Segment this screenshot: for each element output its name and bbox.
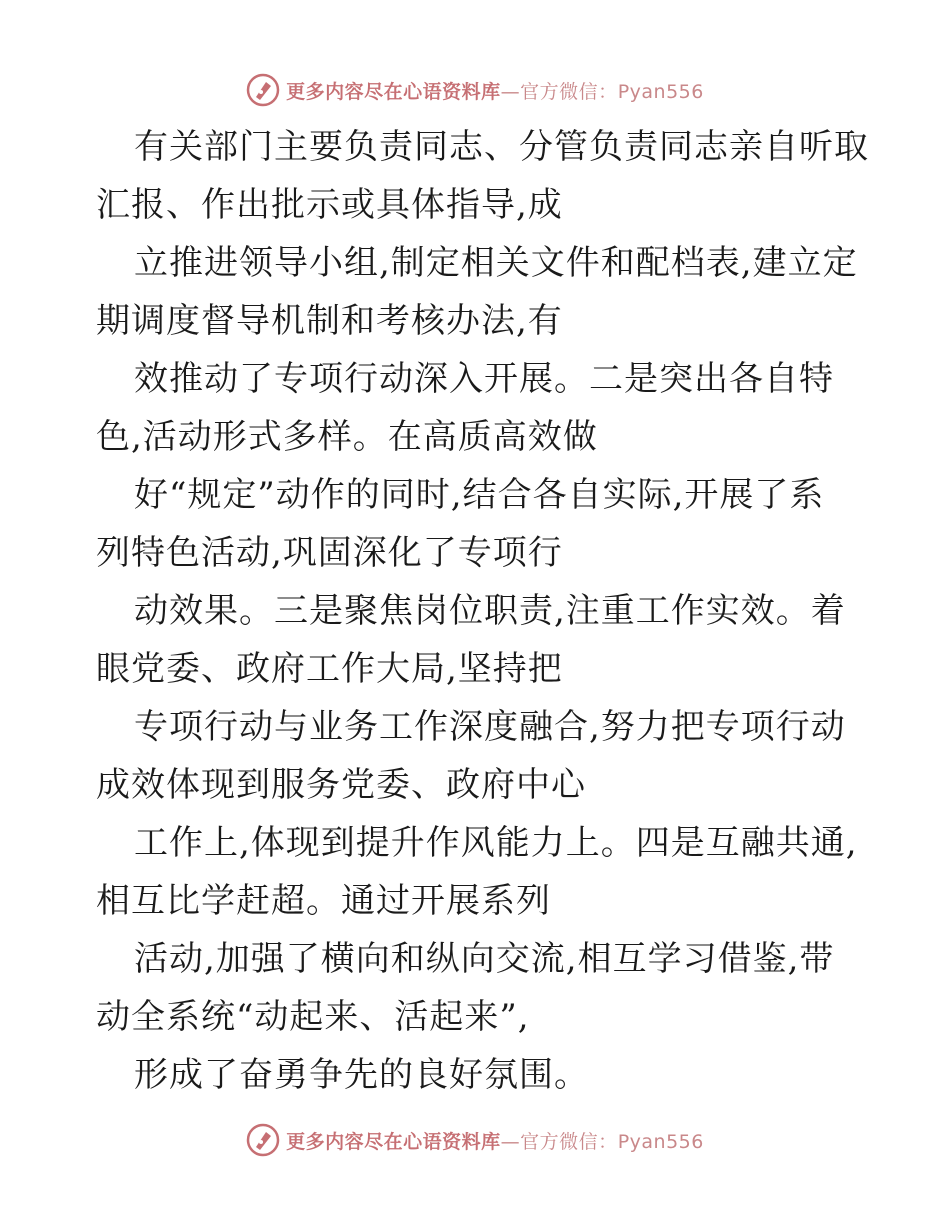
text-line: 动效果。三是聚焦岗位职责,注重工作实效。着: [134, 591, 846, 631]
text-line: 成效体现到服务党委、政府中心: [96, 765, 586, 805]
document-body: [96, 118, 869, 1104]
text-line: 色,活动形式多样。在高质高效做: [96, 417, 598, 457]
watermark-site-text: 更多内容尽在心语资料库: [286, 80, 501, 103]
watermark-text: [286, 77, 704, 104]
text-line: 期调度督导机制和考核办法,有: [96, 301, 563, 341]
watermark-text: [286, 1127, 704, 1154]
watermark-site-text: 更多内容尽在心语资料库: [286, 1130, 501, 1153]
text-line: 相互比学赶超。通过开展系列: [96, 881, 551, 921]
text-line: 形成了奋勇争先的良好氛围。: [134, 1055, 589, 1095]
header-watermark: [0, 70, 950, 110]
watermark-wechat-id: Pyan556: [617, 80, 704, 103]
pen-nib-logo-icon: [246, 73, 280, 107]
pen-nib-logo-icon: [246, 1123, 280, 1157]
text-line: 眼党委、政府工作大局,坚持把: [96, 649, 563, 689]
text-line: 有关部门主要负责同志、分管负责同志亲自听取: [134, 127, 869, 167]
text-line: 好“规定”动作的同时,结合各自实际,开展了系: [134, 475, 825, 515]
text-line: 效推动了专项行动深入开展。二是突出各自特: [134, 359, 834, 399]
text-line: 专项行动与业务工作深度融合,努力把专项行动: [134, 707, 846, 747]
text-line: 汇报、作出批示或具体指导,成: [96, 185, 563, 225]
text-line: 立推进领导小组,制定相关文件和配档表,建立定: [134, 243, 858, 283]
watermark-wechat-id: Pyan556: [617, 1130, 704, 1153]
text-line: 列特色活动,巩固深化了专项行: [96, 533, 563, 573]
text-line: 活动,加强了横向和纵向交流,相互学习借鉴,带: [134, 939, 835, 979]
watermark-official-text: —官方微信：: [500, 80, 618, 103]
watermark-official-text: —官方微信：: [500, 1130, 618, 1153]
footer-watermark: [0, 1120, 950, 1160]
text-line: 动全系统“动起来、活起来”,: [96, 997, 530, 1037]
text-line: 工作上,体现到提升作风能力上。四是互融共通,: [134, 823, 858, 863]
